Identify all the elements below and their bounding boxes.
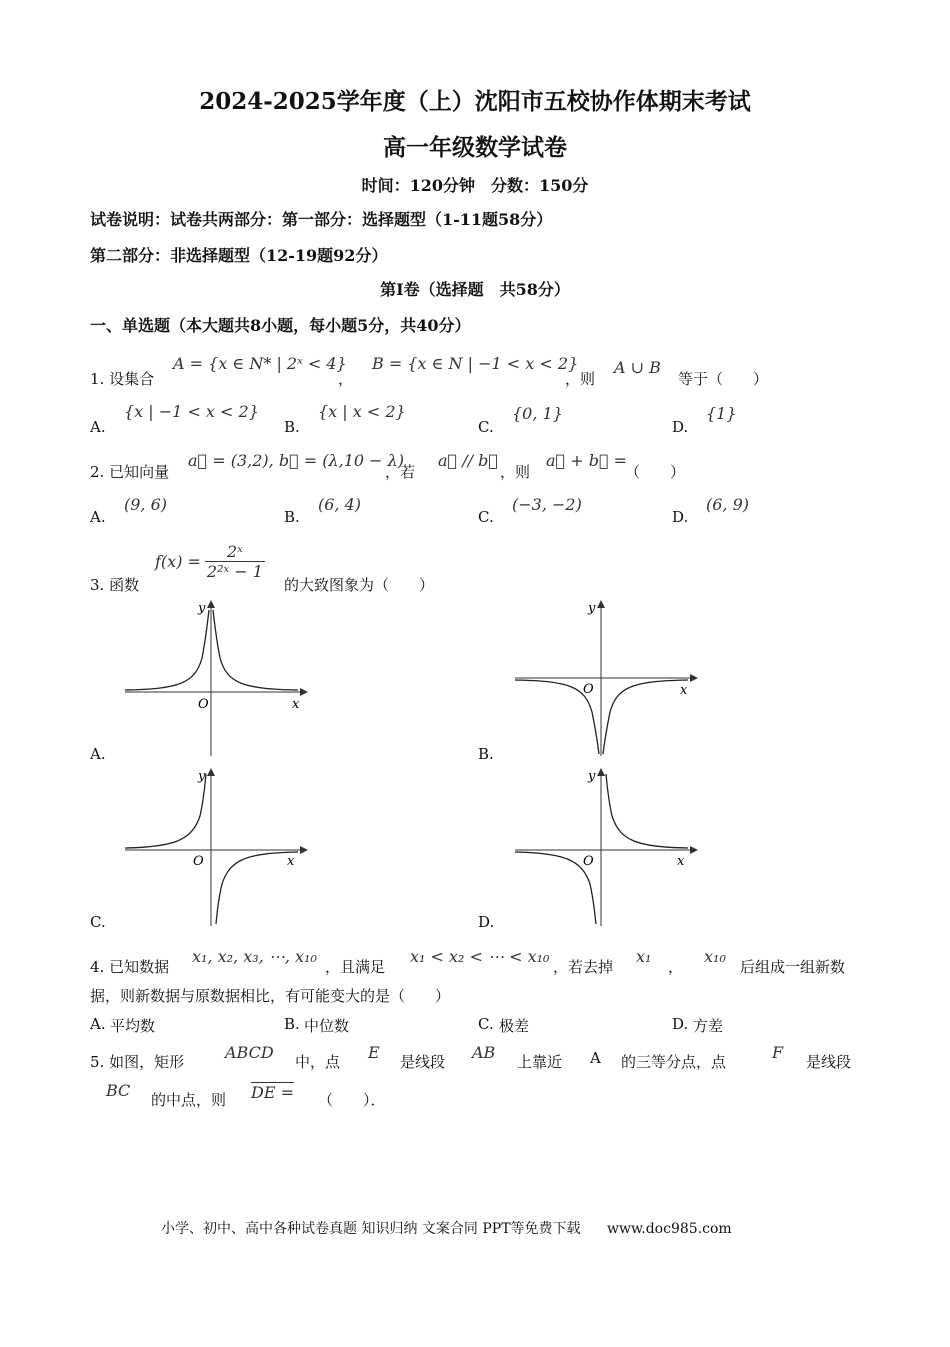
q4-comma: ， bbox=[668, 958, 684, 976]
q1-option-d: {1} bbox=[706, 404, 737, 423]
y-label: y bbox=[198, 601, 206, 616]
q2-option-d: (6, 9) bbox=[706, 495, 750, 514]
q2-if: ，若 bbox=[385, 463, 416, 481]
y-label: y bbox=[198, 769, 206, 784]
q1-option-b: {x | x < 2} bbox=[318, 402, 406, 421]
q3-graph-b-label: B. bbox=[478, 745, 494, 763]
x-arrow bbox=[300, 688, 308, 696]
origin-label: O bbox=[583, 682, 594, 697]
x-label: x bbox=[677, 854, 685, 869]
q2-option-d-label: D. bbox=[672, 508, 689, 526]
q5-f: F bbox=[772, 1043, 784, 1062]
y-arrow bbox=[597, 768, 605, 776]
y-arrow bbox=[207, 600, 215, 608]
footer-text: 小学、初中、高中各种试卷真题 知识归纳 文案合同 PPT等免费下载 bbox=[161, 1221, 581, 1237]
q1-union: A ∪ B bbox=[614, 358, 661, 377]
q3-lead: 3. 函数 bbox=[90, 576, 140, 594]
q4-line2: 据，则新数据与原数据相比，有可能变大的是（ ） bbox=[90, 987, 451, 1005]
q4-option-d-label: D. bbox=[672, 1015, 689, 1033]
q2-option-a: (9, 6) bbox=[124, 495, 168, 514]
q4-x1: x₁ bbox=[636, 947, 652, 966]
q4-option-a-label: A. bbox=[90, 1015, 106, 1033]
curve-left bbox=[125, 774, 206, 848]
q5-lead: 5. 如图，矩形 bbox=[90, 1053, 185, 1071]
q4-remove: ，若去掉 bbox=[553, 958, 614, 976]
q2-vectors: a⃗ = (3,2), b⃗ = (λ,10 − λ) bbox=[188, 451, 405, 470]
q2-then: ，则 bbox=[500, 463, 531, 481]
q5-a: A bbox=[590, 1049, 601, 1067]
q1-option-d-label: D. bbox=[672, 418, 689, 436]
y-arrow bbox=[207, 768, 215, 776]
q2-expr: a⃗ + b⃗ = bbox=[546, 451, 628, 470]
q5-mid2: 是线段 bbox=[400, 1053, 446, 1071]
x-arrow bbox=[300, 846, 308, 854]
origin-label: O bbox=[198, 697, 209, 712]
footer bbox=[161, 1218, 732, 1238]
q5-ab: AB bbox=[472, 1043, 496, 1062]
q5-mid4: 的三等分点，点 bbox=[621, 1053, 727, 1071]
q4-option-b: 中位数 bbox=[304, 1017, 350, 1035]
q2-option-a-label: A. bbox=[90, 508, 106, 526]
q1-comma: ， bbox=[338, 370, 354, 388]
q4-x10: x₁₀ bbox=[704, 947, 726, 966]
q2-option-c: (−3, −2) bbox=[512, 495, 582, 514]
y-arrow bbox=[597, 600, 605, 608]
q3-graph-b bbox=[510, 598, 700, 758]
exam-title: 2024-2025学年度（上）沈阳市五校协作体期末考试 bbox=[199, 88, 751, 115]
q5-mid5: 是线段 bbox=[806, 1053, 852, 1071]
q3-numerator: 2ˣ bbox=[227, 542, 243, 561]
q4-option-a: 平均数 bbox=[110, 1017, 156, 1035]
curve-left bbox=[125, 610, 209, 690]
q3-function bbox=[155, 542, 265, 581]
q1-set-a: A = {x ∈ N* | 2ˣ < 4} bbox=[173, 354, 347, 373]
q2-option-b: (6, 4) bbox=[318, 495, 362, 514]
q5-mid1: 中，点 bbox=[295, 1053, 341, 1071]
q1-option-b-label: B. bbox=[284, 418, 300, 436]
q1-option-c-label: C. bbox=[478, 418, 494, 436]
q3-denominator: 2²ˣ − 1 bbox=[206, 562, 263, 581]
y-label: y bbox=[588, 601, 596, 616]
q3-fraction bbox=[205, 542, 265, 581]
y-label: y bbox=[588, 769, 596, 784]
q3-graph-a bbox=[120, 598, 310, 758]
curve-right bbox=[213, 610, 298, 690]
section-title: 第Ⅰ卷（选择题 共58分） bbox=[380, 280, 570, 299]
instructions-line2: 第二部分：非选择题型（12-19题92分） bbox=[90, 246, 388, 265]
q1-set-b: B = {x ∈ N | −1 < x < 2} bbox=[372, 354, 579, 373]
q3-tail: 的大致图象为（ ） bbox=[284, 576, 435, 594]
q3-graph-a-label: A. bbox=[90, 745, 106, 763]
q5-bc: BC bbox=[106, 1081, 131, 1100]
origin-label: O bbox=[193, 854, 204, 869]
exam-subtitle: 高一年级数学试卷 bbox=[383, 134, 567, 161]
curve-right bbox=[606, 774, 688, 848]
x-label: x bbox=[680, 683, 688, 698]
q4-tail: 后组成一组新数 bbox=[740, 958, 846, 976]
q1-tail: 等于（ ） bbox=[678, 370, 769, 388]
curve-right bbox=[216, 852, 298, 924]
q2-option-c-label: C. bbox=[478, 508, 494, 526]
q5-mid6: 的中点，则 bbox=[151, 1091, 227, 1109]
q1-then: ，则 bbox=[565, 370, 596, 388]
q3-graph-c-label: C. bbox=[90, 913, 106, 931]
q4-cond-lead: ，且满足 bbox=[325, 958, 386, 976]
q3-graph-d-label: D. bbox=[478, 913, 495, 931]
q4-data: x₁, x₂, x₃, ⋯, x₁₀ bbox=[192, 947, 317, 966]
q2-lead: 2. 已知向量 bbox=[90, 463, 170, 481]
q4-lead: 4. 已知数据 bbox=[90, 958, 170, 976]
x-label: x bbox=[287, 854, 295, 869]
q4-cond: x₁ < x₂ < ⋯ < x₁₀ bbox=[410, 947, 550, 966]
q1-option-a: {x | −1 < x < 2} bbox=[124, 402, 259, 421]
time-score: 时间：120分钟 分数：150分 bbox=[361, 176, 589, 195]
q4-option-b-label: B. bbox=[284, 1015, 300, 1033]
instructions-line1: 试卷说明：试卷共两部分：第一部分：选择题型（1-11题58分） bbox=[90, 210, 553, 229]
q3-graph-c bbox=[120, 766, 310, 928]
q1-option-a-label: A. bbox=[90, 418, 106, 436]
x-label: x bbox=[292, 697, 300, 712]
q2-tail: （ ） bbox=[625, 463, 686, 481]
q5-mid3: 上靠近 bbox=[517, 1053, 563, 1071]
q5-de: DE = bbox=[251, 1083, 294, 1102]
q5-rect: ABCD bbox=[225, 1043, 274, 1062]
q5-e: E bbox=[368, 1043, 380, 1062]
q4-option-c: 极差 bbox=[499, 1017, 530, 1035]
q3-func-lhs: f(x) = bbox=[155, 552, 201, 571]
q4-option-d: 方差 bbox=[693, 1017, 724, 1035]
q1-option-c: {0, 1} bbox=[512, 404, 563, 423]
q2-option-b-label: B. bbox=[284, 508, 300, 526]
q2-cond: a⃗ // b⃗ bbox=[438, 451, 498, 470]
curve-right bbox=[603, 680, 688, 754]
q3-graph-d bbox=[510, 766, 700, 928]
q4-option-c-label: C. bbox=[478, 1015, 494, 1033]
q5-tail: （ ）． bbox=[318, 1091, 386, 1109]
q1-lead: 1. 设集合 bbox=[90, 370, 155, 388]
part-title: 一、单选题（本大题共8小题，每小题5分，共40分） bbox=[90, 316, 471, 335]
footer-site[interactable]: www.doc985.com bbox=[606, 1221, 732, 1237]
x-arrow bbox=[690, 846, 698, 854]
origin-label: O bbox=[583, 854, 594, 869]
x-arrow bbox=[690, 674, 698, 682]
